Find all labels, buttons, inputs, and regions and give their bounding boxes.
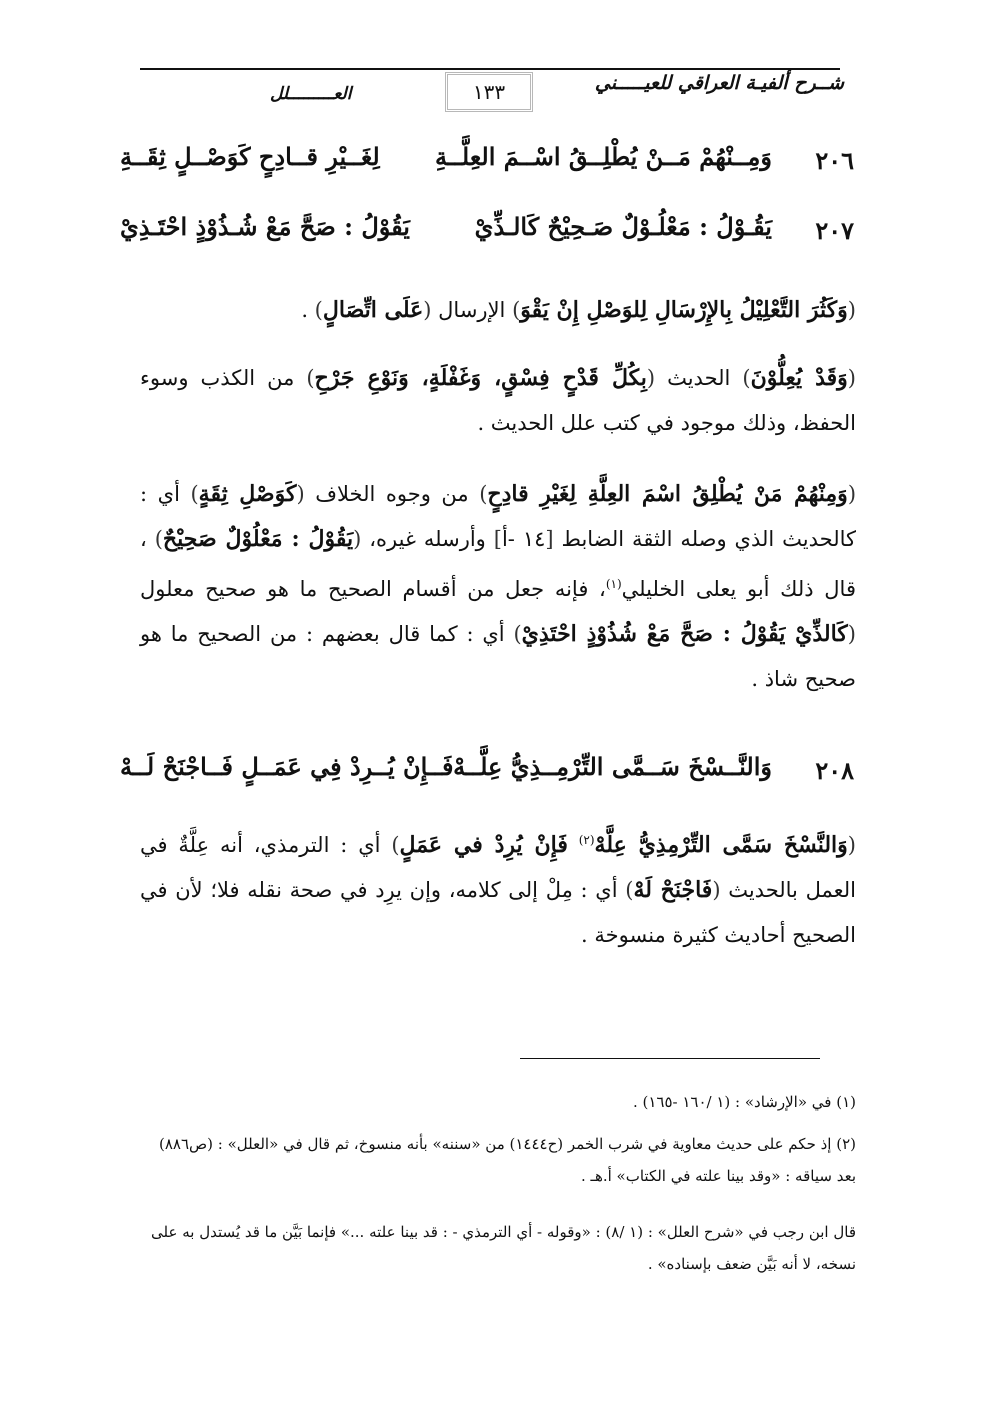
commentary-text: الإرسال — [431, 298, 513, 322]
chapter-title: العـــــــــلل — [270, 84, 352, 104]
verse-207 — [120, 212, 854, 252]
footnote-marker: (٢) — [578, 833, 595, 847]
page-number: ١٣٣ — [445, 72, 533, 112]
commentary-paragraph-1: (وَكَثُرَ التَّعْلِيْلُ بِالإِرْسَالِ لِلوَصْلِ إِنْ يَقْوَ) الإرسال (عَلَى اتِّصَالٍ) . — [301, 297, 856, 323]
verse-number: ٢٠٧ — [815, 216, 854, 245]
footnote-marker: (١) — [605, 577, 622, 591]
commentary-text: ، فإنه جعل من أقسام الصحيح ما هو صحيح معلول — [140, 577, 606, 601]
quoted-verse: فَاجْنَحْ لَهْ — [633, 877, 713, 903]
commentary-text: أي : مِلْ إلى كلامه، وإن يرِد في صحة نقله فلا؛ لأن في الصحيح أحاديث كثيرة منسوخة . — [140, 878, 856, 947]
verse-206 — [120, 142, 854, 182]
commentary-text: من الكذب وسوء الحفظ، وذلك موجود في كتب علل الحديث . — [140, 366, 856, 435]
footnote-1: (١) في «الإرشاد» : (١ /١٦٠ -١٦٥) . — [632, 1093, 856, 1111]
commentary-paragraph-2: (وَقَدْ يُعِلُّوْنَ) الحديث (بِكُلِّ قَدْحٍ فِسْقٍ، وَغَفْلَةٍ، وَنَوْعِ جَرْحِ) من الكذب وسوء الحفظ، وذلك موجود في كتب علل الحديث . — [140, 365, 856, 435]
commentary-text: وأرسله غيره، — [361, 527, 494, 551]
commentary-text: . — [301, 298, 315, 322]
quoted-verse: وَقَدْ يُعِلُّوْنَ — [750, 365, 848, 391]
footnote-2: (٢) إذ حكم على حديث معاوية في شرب الخمر (ح١٤٤٤) من «سننه» بأنه منسوخ، ثم قال في «العلل» : (ص٨٨٦) بعد سياقه : «وقد بينا علته في الكتاب» أ.هـ . — [158, 1135, 856, 1185]
verse-hemistich-second: فَــإِنْ يُــرِدْ فِي عَمَــلٍ فَــاجْنَحْ لَــهْ — [120, 752, 454, 781]
commentary-text: الحديث — [655, 366, 743, 390]
verse-208 — [120, 752, 854, 792]
verse-hemistich-first: يَقُـوْلُ : مَعْلُـوْلٌ صَـحِيْحٌ كَالـذِّيْ — [474, 212, 772, 241]
commentary-text: أي : كما قال بعضهم : من الصحيح ما هو صحيح شاذ . — [140, 622, 856, 691]
commentary-text: من وجوه الخلاف — [304, 482, 480, 506]
quoted-verse: بِكُلِّ قَدْحٍ فِسْقٍ، وَغَفْلَةٍ، وَنَوْعِ جَرْحِ — [314, 365, 647, 391]
verse-number: ٢٠٦ — [815, 146, 854, 175]
commentary-text: أي : الترمذي، أنه عِلَّةٌ في العمل بالحديث — [140, 833, 856, 902]
commentary-text: أي : كالحديث الذي وصله الثقة الضابط — [140, 482, 857, 551]
quoted-verse: وَمِنْهُمْ مَنْ يُطْلِقُ اسْمَ العِلَّةِ لِغَيْرِ قادِحٍ — [487, 481, 848, 507]
manuscript-folio-ref: ١٤ -أ — [501, 527, 546, 551]
commentary-paragraph-3: (وَمِنْهُمْ مَنْ يُطْلِقُ اسْمَ العِلَّةِ لِغَيْرِ قادِحٍ) من وجوه الخلاف (كَوَصْلِ ثِقَةٍ) أي : كالحديث الذي وصله الثقة الضابط [١٤ -أ] وأرسله غيره، (يَقُوْلُ : مَعْلُوْلٌ صَحِيْحٌ) ، قال ذلك أبو يعلى الخليلي$^{(١)}$، فإنه جعل من أقسام الصحيح ما هو صحيح معلول (كَالذِّيْ يَقُوْلُ : صَحَّ مَعْ شُذُوْذٍ احْتَذِيْ) أي : كما قال بعضهم : من الصحيح ما هو صحيح شاذ . — [140, 481, 857, 691]
quoted-verse: كَالذِّيْ يَقُوْلُ : صَحَّ مَعْ شُذُوْذٍ احْتَذِيْ — [521, 621, 848, 647]
quoted-verse: وَالنَّسْخَ سَمَّى التِّرْمِذِيُّ عِلَّهْ — [594, 832, 848, 858]
quoted-verse: وَكَثُرَ التَّعْلِيْلُ بِالإِرْسَالِ لِلوَصْلِ إِنْ يَقْوَ — [520, 297, 848, 323]
quoted-verse: كَوَصْلِ ثِقَةٍ — [198, 481, 297, 507]
quoted-verse: فَإِنْ يُرِدْ في عَمَلٍ — [399, 832, 568, 858]
footnote-2-continued: قال ابن رجب في «شرح العلل» : (١ /٨) : «وقوله - أي الترمذي - : قد بينا علته ...» فإنما بَيَّن ما قد يُستدل به على نسخه، لا أنه بَيَّن ضعف بإسناده» . — [151, 1223, 856, 1273]
verse-hemistich-second: يَقُوْلُ : صَحَّ مَعْ شُـذُوْذٍ احْتَـذِيْ — [120, 212, 410, 241]
footnote-rule — [520, 1058, 820, 1059]
verse-number: ٢٠٨ — [815, 756, 854, 785]
quoted-verse: عَلَى اتِّصَالٍ — [322, 297, 424, 323]
book-title: شــرح ألفيـة العراقي للعيـــــني — [594, 72, 844, 94]
commentary-paragraph-4: (وَالنَّسْخَ سَمَّى التِّرْمِذِيُّ عِلَّهْ$^{(٢)}$ فَإِنْ يُرِدْ في عَمَلٍ) أي : الترمذي، أنه عِلَّةٌ في العمل بالحديث (فَاجْنَحْ لَهْ) أي : مِلْ إلى كلامه، وإن يرِد في صحة نقله فلا؛ لأن في الصحيح أحاديث كثيرة منسوخة . — [140, 832, 856, 947]
verse-hemistich-first: وَمِــنْهُمْ مَــنْ يُطْلِــقُ اسْــمَ العِلَّــةِ — [434, 142, 772, 171]
quoted-verse: يَقُوْلُ : مَعْلُوْلٌ صَحِيْحٌ — [162, 526, 354, 552]
header-rule — [140, 68, 840, 70]
verse-hemistich-first: وَالنَّــسْخَ سَــمَّى التِّرْمِــذِيُّ عِلَّــهْ — [453, 752, 772, 781]
verse-hemistich-second: لِغَــيْرِ قــادِحٍ كَوَصْــلٍ ثِقَــةِ — [120, 142, 380, 171]
commentary-text: ، قال ذلك أبو يعلى الخليلي — [140, 527, 856, 601]
